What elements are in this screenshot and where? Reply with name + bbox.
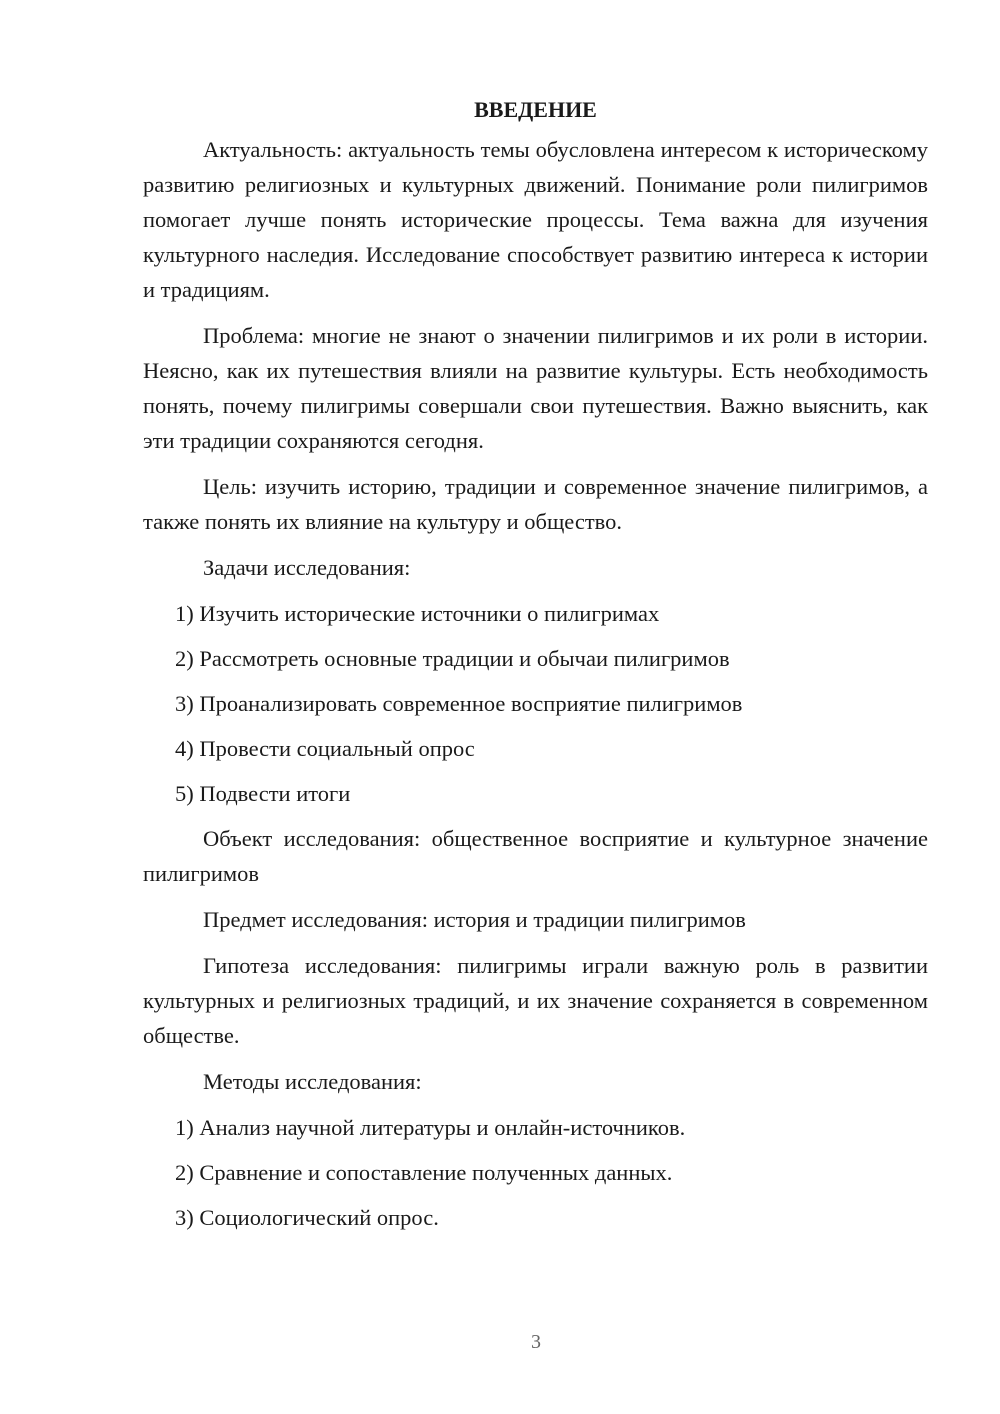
list-item: 2) Рассмотреть основные традиции и обычаи пилигримов [175, 646, 730, 671]
problem-paragraph: Проблема: многие не знают о значении пилигримов и их роли в истории. Неясно, как их путешествия влияли на развитие культуры. Есть необходимость понять, почему пилигримы совершали свои путешествия. Важно выяснить, как эти традиции сохраняются сегодня. [143, 323, 928, 453]
hypothesis-paragraph: Гипотеза исследования: пилигримы играли важную роль в развитии культурных и религиозных традиций, и их значение сохраняется в современном обществе. [143, 953, 928, 1048]
subject-paragraph: Предмет исследования: история и традиции пилигримов [203, 907, 746, 932]
section-title: ВВЕДЕНИЕ [474, 97, 597, 122]
list-item: 2) Сравнение и сопоставление полученных данных. [175, 1160, 673, 1185]
relevance-paragraph: Актуальность: актуальность темы обусловлена интересом к историческому развитию религиозных и культурных движений. Понимание роли пилигримов помогает лучше понять исторические процессы. Тема важна для изучения культурного наследия. Исследование способствует развитию интереса к истории и традициям. [143, 137, 928, 302]
tasks-list [143, 596, 928, 811]
object-paragraph: Объект исследования: общественное восприятие и культурное значение пилигримов [143, 826, 928, 886]
methods-list [143, 1110, 928, 1235]
list-item: 1) Изучить исторические источники о пилигримах [175, 601, 660, 626]
page-number: 3 [531, 1331, 541, 1353]
goal-paragraph: Цель: изучить историю, традиции и современное значение пилигримов, а также понять их влияние на культуру и общество. [143, 474, 928, 534]
list-item: 3) Социологический опрос. [175, 1205, 439, 1230]
list-item: 5) Подвести итоги [175, 781, 351, 806]
list-item: 3) Проанализировать современное восприятие пилигримов [175, 691, 743, 716]
tasks-heading: Задачи исследования: [203, 555, 411, 580]
list-item: 4) Провести социальный опрос [175, 736, 475, 761]
page-content [143, 88, 928, 1245]
methods-heading: Методы исследования: [203, 1069, 422, 1094]
list-item: 1) Анализ научной литературы и онлайн-источников. [175, 1115, 686, 1140]
